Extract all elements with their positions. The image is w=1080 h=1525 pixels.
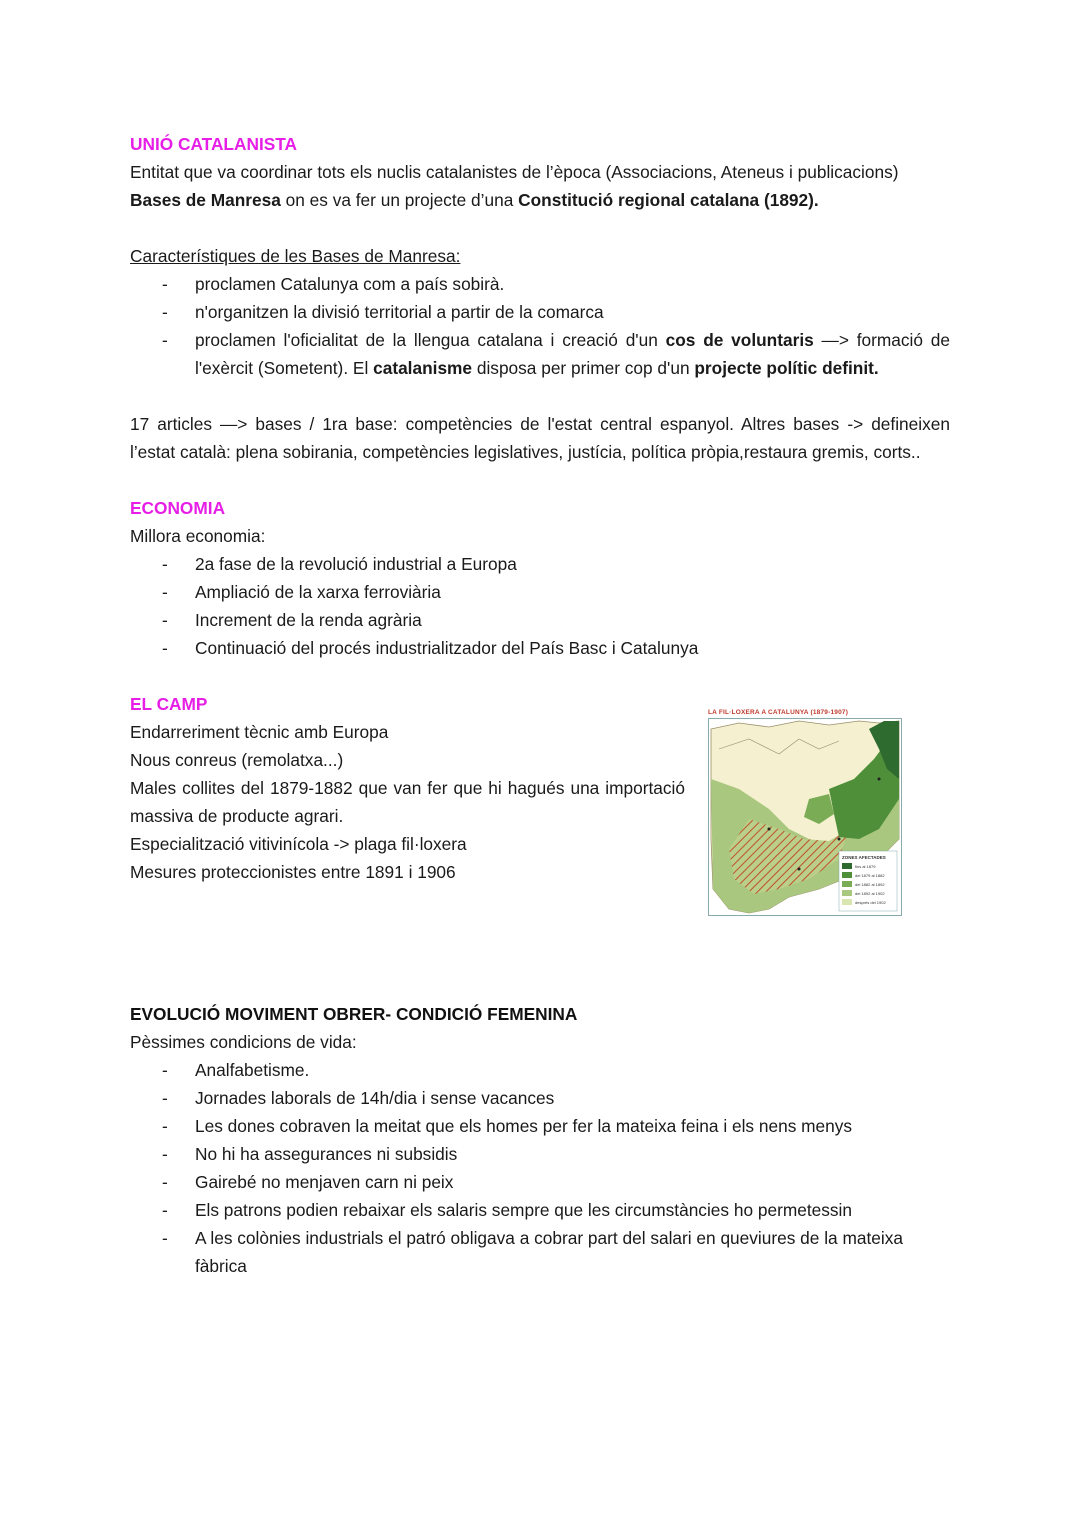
camp-line: Males collites del 1879-1882 que van fer que hi hagués una importació massiva de producte agrari. (130, 778, 685, 826)
legend-label: del 1882 al 1892 (855, 882, 885, 887)
bold-constitucio: Constitució regional catalana (1892). (518, 190, 819, 210)
list-item: - 2a fase de la revolució industrial a Europa (130, 550, 950, 578)
map-title: LA FIL·LOXERA A CATALUNYA (1879-1907) (708, 709, 849, 716)
legend-label: després del 1902 (855, 900, 886, 905)
list-item: - Les dones cobraven la meitat que els homes per fer la mateixa feina i els nens menys (130, 1112, 950, 1140)
bases-manresa-line (130, 186, 950, 214)
bold-cos-voluntaris: cos de voluntaris (665, 330, 814, 350)
map-legend-title: ZONES AFECTADES (842, 855, 886, 860)
list-item (130, 326, 950, 382)
catalonia-map-graphic (709, 719, 901, 915)
list-item: - Continuació del procés industrialitzador del País Basc i Catalunya (130, 634, 950, 662)
phylloxera-map (708, 708, 902, 916)
legend-label: del 1879 al 1882 (855, 873, 885, 878)
obrer-list (130, 1056, 950, 1280)
list-item: - proclamen Catalunya com a país sobirà. (130, 270, 950, 298)
bold-projecte-politic: projecte polític definit. (694, 358, 879, 378)
map-frame (708, 718, 902, 916)
list-item: - Increment de la renda agrària (130, 606, 950, 634)
camp-section (130, 709, 950, 916)
articles-paragraph: 17 articles —> bases / 1ra base: competències de l'estat central espanyol. Altres bases -> defineixen l’estat català: plena sobirania, competències legislatives, justícia, política pròpia,restaura gremis, corts.. (130, 414, 950, 462)
legend-label: fins al 1879 (855, 864, 876, 869)
section-heading-obrer: EVOLUCIÓ MOVIMENT OBRER- CONDICIÓ FEMENINA (130, 1004, 578, 1024)
text-fragment: on es va fer un projecte d’una (280, 190, 519, 210)
camp-line: Endarreriment tècnic amb Europa (130, 722, 389, 742)
document-page (130, 130, 950, 1280)
camp-line: Nous conreus (remolatxa...) (130, 750, 344, 770)
list-item: - A les colònies industrials el patró obligava a cobrar part del salari en queviures de la mateixa fàbrica (130, 1224, 950, 1280)
list-item: - n'organitzen la divisió territorial a partir de la comarca (130, 298, 950, 326)
list-item: - Ampliació de la xarxa ferroviària (130, 578, 950, 606)
economia-list (130, 550, 950, 662)
obrer-intro: Pèssimes condicions de vida: (130, 1032, 357, 1052)
bold-bases-manresa: Bases de Manresa (130, 190, 281, 210)
camp-line: Mesures proteccionistes entre 1891 i 1906 (130, 862, 456, 882)
camp-line: Especialització vitivinícola -> plaga fil·loxera (130, 834, 467, 854)
section-heading-camp: EL CAMP (130, 694, 208, 714)
text-fragment: —> formació de l'exèrcit (Sometent). El (195, 330, 950, 378)
list-item: - Jornades laborals de 14h/dia i sense vacances (130, 1084, 950, 1112)
section-heading-unio: UNIÓ CATALANISTA (130, 134, 298, 154)
economia-intro: Millora economia: (130, 526, 266, 546)
legend-label: del 1892 al 1902 (855, 891, 885, 896)
camp-text-block (130, 718, 685, 886)
caracteristiques-title: Característiques de les Bases de Manresa: (130, 246, 461, 266)
bold-catalanisme: catalanisme (373, 358, 473, 378)
text-fragment: proclamen l'oficialitat de la llengua catalana i creació d'un (195, 330, 666, 350)
list-item: - Gairebé no menjaven carn ni peix (130, 1168, 950, 1196)
list-item: - Analfabetisme. (130, 1056, 950, 1084)
section-heading-economia: ECONOMIA (130, 498, 226, 518)
list-item: - Els patrons podien rebaixar els salaris sempre que les circumstàncies ho permetessin (130, 1196, 950, 1224)
list-item: - No hi ha assegurances ni subsidis (130, 1140, 950, 1168)
text-fragment: disposa per primer cop d'un (472, 358, 695, 378)
unio-description: Entitat que va coordinar tots els nuclis catalanistes de l’època (Associacions, Ateneus i publicacions) (130, 162, 899, 182)
caracteristiques-list (130, 270, 950, 382)
